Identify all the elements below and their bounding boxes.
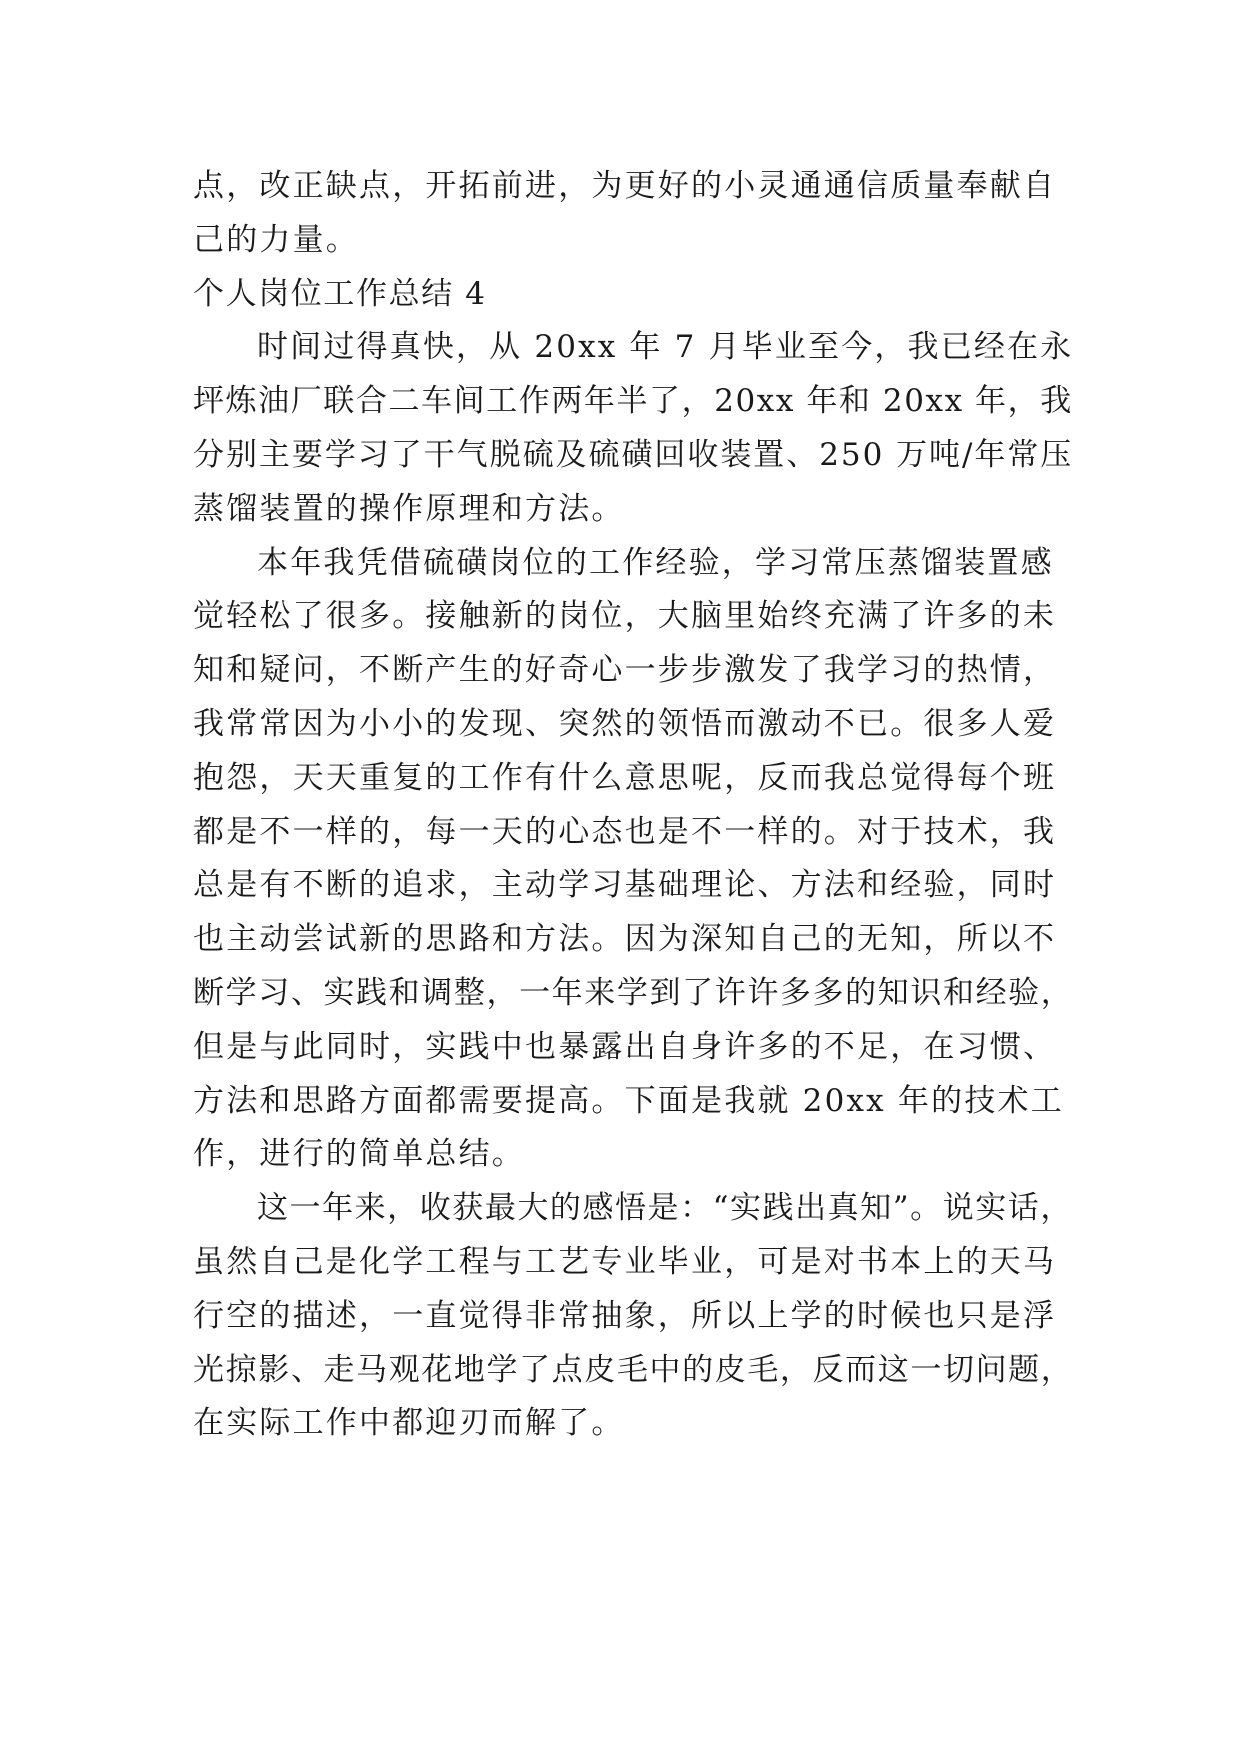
text-line: 我常常因为小小的发现、突然的领悟而激动不已。很多人爱 [193, 705, 1057, 742]
text-line: 己的力量。 [193, 221, 359, 258]
paragraph-first-line: 这一年来，收获最大的感悟是：“实践出真知”。说实话， [257, 1190, 1073, 1227]
text-line: 分别主要学习了干气脱硫及硫磺回收装置、250 万吨/年常压 [193, 436, 1074, 473]
text-line: 抱怨，天天重复的工作有什么意思呢，反而我总觉得每个班 [193, 759, 1057, 796]
text-line: 虽然自己是化学工程与工艺专业毕业，可是对书本上的天马 [193, 1243, 1057, 1280]
text-line: 行空的描述，一直觉得非常抽象，所以上学的时候也只是浮 [193, 1297, 1057, 1334]
text-line: 知和疑问，不断产生的好奇心一步步激发了我学习的热情， [193, 652, 1057, 689]
text-line: 坪炼油厂联合二车间工作两年半了，20xx 年和 20xx 年，我 [193, 383, 1073, 420]
text-line: 总是有不断的追求，主动学习基础理论、方法和经验，同时 [193, 867, 1057, 904]
text-line: 但是与此同时，实践中也暴露出自身许多的不足，在习惯、 [193, 1028, 1057, 1065]
text-line: 觉轻松了很多。接触新的岗位，大脑里始终充满了许多的未 [193, 598, 1057, 635]
document-text [193, 160, 1073, 1451]
text-line: 点，改正缺点，开拓前进，为更好的小灵通通信质量奉献自 [193, 168, 1057, 204]
text-line: 也主动尝试新的思路和方法。因为深知自己的无知，所以不 [193, 921, 1057, 958]
text-line: 都是不一样的，每一天的心态也是不一样的。对于技术，我 [193, 813, 1057, 850]
text-line: 方法和思路方面都需要提高。下面是我就 20xx 年的技术工 [193, 1082, 1064, 1119]
paragraph-first-line: 时间过得真快，从 20xx 年 7 月毕业至今，我已经在永 [257, 329, 1074, 366]
text-line: 在实际工作中都迎刃而解了。 [193, 1405, 625, 1442]
text-line: 作，进行的简单总结。 [193, 1136, 525, 1173]
paragraph-first-line: 本年我凭借硫磺岗位的工作经验，学习常压蒸馏装置感 [257, 544, 1054, 581]
text-line: 光掠影、走马观花地学了点皮毛中的皮毛，反而这一切问题， [193, 1351, 1074, 1388]
text-line: 蒸馏装置的操作原理和方法。 [193, 490, 625, 527]
text-line: 断学习、实践和调整，一年来学到了许许多多的知识和经验， [193, 974, 1074, 1011]
section-heading: 个人岗位工作总结 4 [193, 275, 487, 312]
